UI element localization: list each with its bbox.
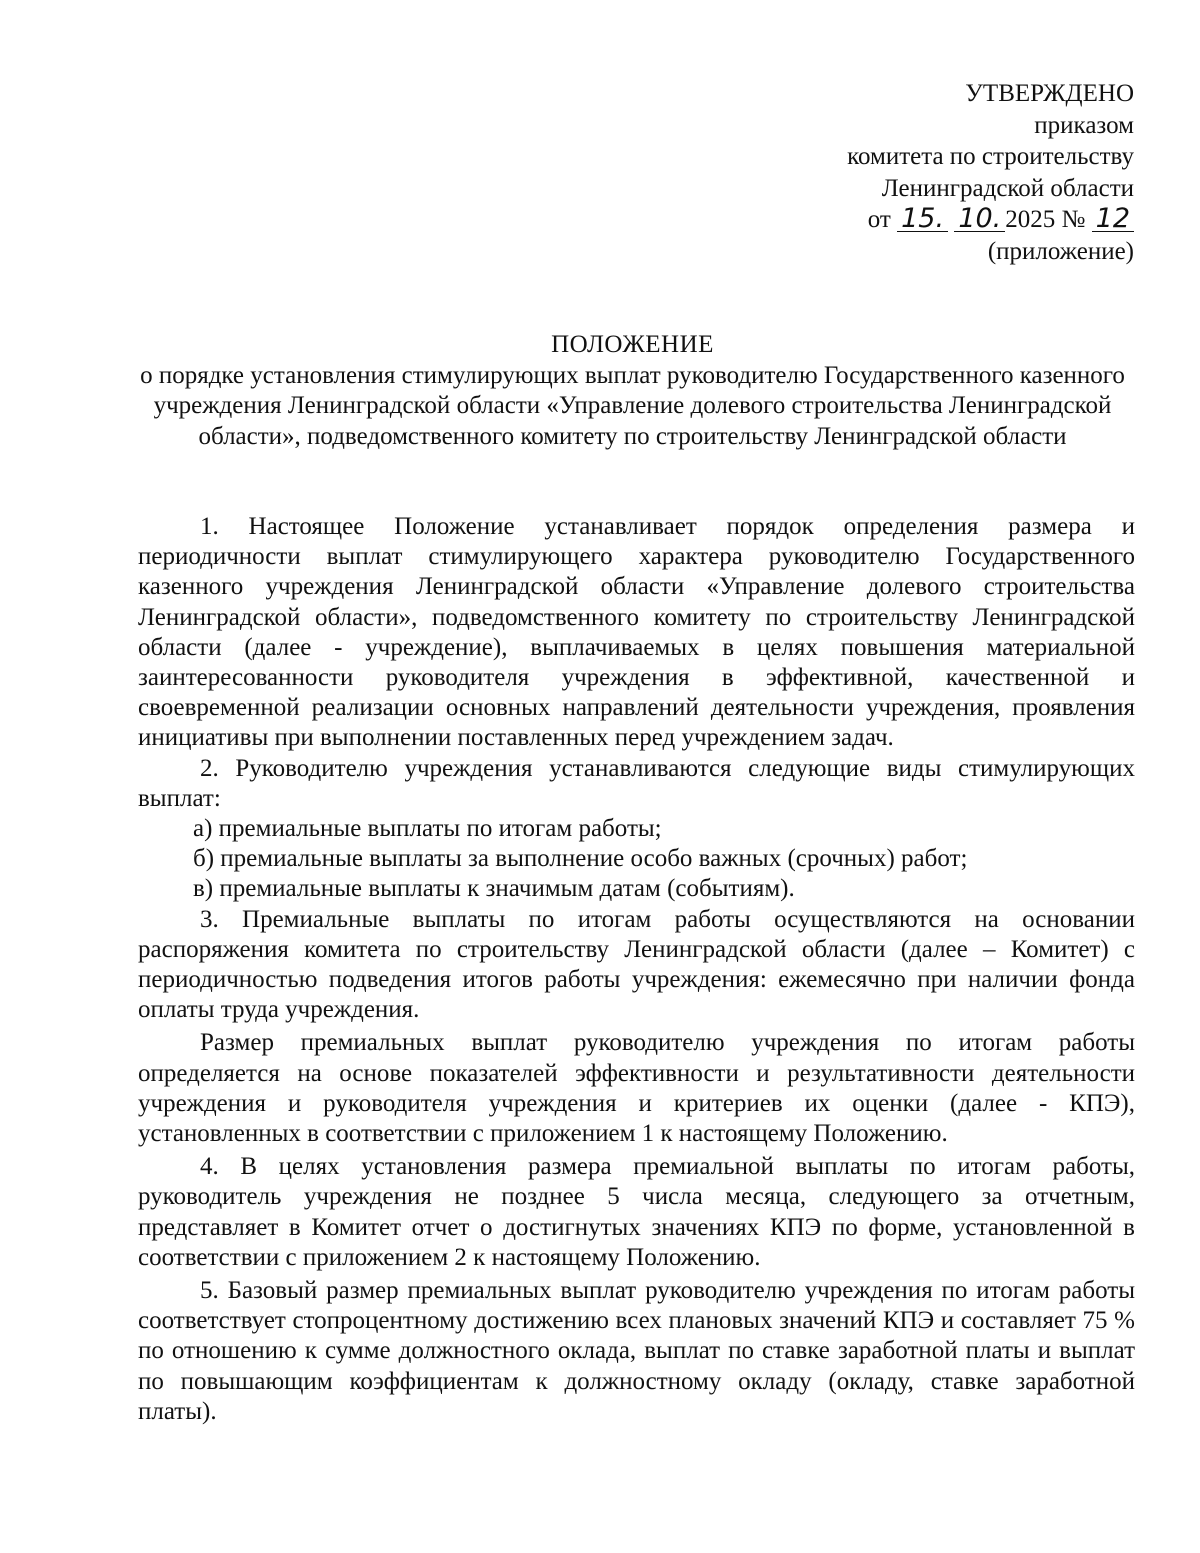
document-title-block	[130, 330, 1135, 452]
approval-order-number: 12	[1092, 207, 1134, 232]
paragraph-2: 2. Руководителю учреждения устанавливаются следующие виды стимулирующих выплат:	[138, 754, 1135, 812]
document-heading: ПОЛОЖЕНИЕ	[551, 331, 714, 358]
approval-date-year: 2025 №	[1005, 206, 1086, 233]
approval-date-day: 15.	[897, 207, 948, 232]
approval-date-line	[674, 204, 1134, 236]
list-item-a: а) премиальные выплаты по итогам работы;	[193, 815, 662, 843]
list-item-b: б) премиальные выплаты за выполнение особо важных (срочных) работ;	[193, 845, 968, 873]
approval-attachment: (приложение)	[987, 237, 1134, 265]
approval-by-order: приказом	[1034, 111, 1134, 139]
document-subtitle: о порядке установления стимулирующих выплат руководителю Государственного казенного учреждения Ленинградской области «Управление долевого строительства Ленинградской области», подведомственного комитету по строительству Ленинградской области	[140, 361, 1125, 450]
approval-stamp-block	[674, 78, 1134, 267]
paragraph-5: 5. Базовый размер премиальных выплат руководителю учреждения по итогам работы соответствует стопроцентному достижению всех плановых значений КПЭ и составляет 75 % по отношению к сумме должностного оклада, выплат по ставке заработной платы и выплат по повышающим коэффициентам к должностному окладу (окладу, ставке заработной платы).	[138, 1277, 1135, 1425]
approval-region: Ленинградской области	[881, 174, 1134, 202]
approval-committee: комитета по строительству	[847, 143, 1134, 170]
paragraph-3: 3. Премиальные выплаты по итогам работы осуществляются на основании распоряжения комитета по строительству Ленинградской области (далее – Комитет) с периодичностью подведения итогов работы учреждения: ежемесячно при наличии фонда оплаты труда учреждения.	[138, 905, 1135, 1024]
paragraph-3-continued: Размер премиальных выплат руководителю учреждения по итогам работы определяется на основе показателей эффективности и результативности деятельности учреждения и руководителя учреждения и критериев их оценки (далее - КПЭ), установленных в соответствии с приложением 1 к настоящему Положению.	[138, 1029, 1135, 1148]
approval-date-month: 10.	[954, 207, 1005, 232]
list-item-c: в) премиальные выплаты к значимым датам (событиям).	[193, 875, 795, 903]
document-body	[138, 512, 1135, 1427]
approval-approved: УТВЕРЖДЕНО	[965, 80, 1134, 107]
paragraph-1: 1. Настоящее Положение устанавливает порядок определения размера и периодичности выплат стимулирующего характера руководителю Государственного казенного учреждения Ленинградской области «Управление долевого строительства Ленинградской области», подведомственного комитету по строительству Ленинградской области (далее - учреждение), выплачиваемых в целях повышения материальной заинтересованности руководителя учреждения в эффективной, качественной и своевременной реализации основных направлений деятельности учреждения, проявления инициативы при выполнении поставленных перед учреждением задач.	[138, 513, 1135, 752]
paragraph-4: 4. В целях установления размера премиальной выплаты по итогам работы, руководитель учреждения не позднее 5 числа месяца, следующего за отчетным, представляет в Комитет отчет о достигнутых значениях КПЭ по форме, установленной в соответствии с приложением 2 к настоящему Положению.	[138, 1153, 1135, 1271]
approval-date-prefix: от	[867, 206, 891, 233]
